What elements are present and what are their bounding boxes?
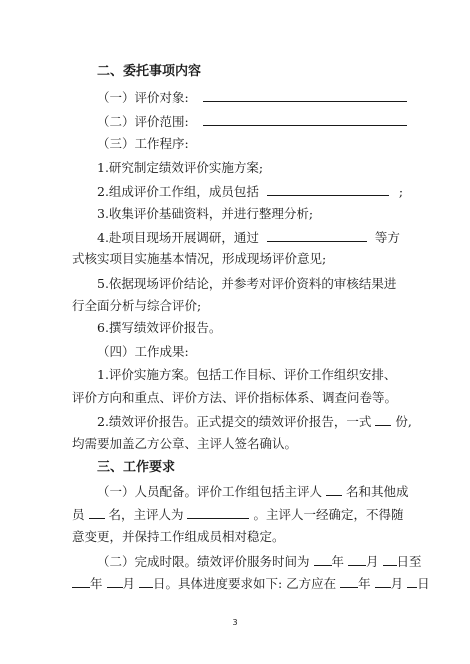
- step-3: [97, 206, 470, 222]
- staffing-line: [97, 483, 470, 500]
- end-day-blank[interactable]: [139, 575, 153, 588]
- step-6: [97, 320, 470, 336]
- section-2-heading: [97, 64, 470, 80]
- step-4-method-blank[interactable]: [267, 229, 367, 242]
- schedule-text: 日。具体进度要求如下: 乙方应在: [153, 576, 337, 591]
- staffing-cont-2: [72, 529, 470, 545]
- eval-scope-line: [97, 113, 470, 130]
- result-2-tail: 份,: [395, 414, 412, 429]
- results-label: （四）工作成果:: [97, 344, 189, 359]
- step-5-cont: [72, 298, 470, 314]
- step-4-text: 4.赴项目现场开展调研，通过: [97, 230, 259, 245]
- step-2-members-blank[interactable]: [267, 183, 389, 196]
- result-2-text: 2.绩效评价报告。正式提交的绩效评价报告，一式: [97, 414, 372, 429]
- lead-label: 名，主评人为: [108, 507, 184, 522]
- step-3-text: 3.收集评价基础资料，并进行整理分析;: [97, 206, 314, 221]
- staffing-rule: 。主评人一经确定，不得随: [253, 507, 404, 522]
- procedure-heading: [97, 136, 470, 152]
- member-count-blank[interactable]: [89, 506, 105, 519]
- eval-scope-blank[interactable]: [203, 113, 407, 126]
- eval-scope-label: （二）评价范围:: [97, 114, 189, 129]
- step-4-tail: 等方: [374, 230, 400, 245]
- b-year-label: 年: [358, 576, 371, 591]
- deadline-line: [97, 553, 470, 570]
- step-1: [97, 160, 470, 176]
- staffing-tail: 名和其他成: [345, 484, 409, 499]
- result-2-cont: [72, 436, 470, 452]
- step-5: [97, 276, 470, 292]
- step-6-text: 6.撰写绩效评价报告。: [97, 320, 222, 335]
- b-month-blank[interactable]: [375, 575, 391, 588]
- deadline-cont: [72, 575, 470, 592]
- to-label: 日至: [396, 554, 422, 569]
- b-month-label: 月: [390, 576, 404, 591]
- result-1: [97, 367, 470, 383]
- b-day-label: 日: [417, 576, 430, 591]
- start-month-blank[interactable]: [348, 553, 366, 566]
- step-5-cont-text: 行全面分析与综合评价;: [72, 298, 202, 313]
- start-year-blank[interactable]: [314, 553, 332, 566]
- result-1-cont-text: 评价方向和重点、评价方法、评价指标体系、调查问卷等。: [72, 390, 398, 405]
- end-month-blank[interactable]: [107, 575, 123, 588]
- staffing-member-label: 员: [72, 507, 85, 522]
- month-label: 月: [366, 554, 379, 569]
- end-year-label: 年: [90, 576, 103, 591]
- section-3-title: 三、工作要求: [97, 460, 176, 475]
- results-heading: [97, 344, 470, 360]
- staffing-cont: [72, 506, 470, 523]
- result-2: [97, 413, 470, 430]
- procedure-label: （三）工作程序:: [97, 136, 189, 151]
- staffing-text: （一）人员配备。评价工作组包括主评人: [97, 484, 323, 499]
- step-4-cont-text: 式核实项目实施基本情况，形成现场评价意见;: [72, 251, 327, 266]
- section-2-title: 二、委托事项内容: [97, 64, 202, 79]
- deadline-text: （二）完成时限。绩效评价服务时间为: [97, 554, 310, 569]
- step-4-cont: [72, 251, 470, 267]
- step-2-end: ;: [398, 184, 404, 199]
- eval-object-blank[interactable]: [203, 89, 407, 102]
- result-1-text: 1.评价实施方案。包括工作目标、评价工作组织安排、: [97, 367, 397, 382]
- page-number: 3: [232, 618, 238, 627]
- step-1-text: 1.研究制定绩效评价实施方案;: [97, 160, 264, 175]
- lead-count-blank[interactable]: [326, 483, 342, 496]
- lead-name-blank[interactable]: [187, 506, 249, 519]
- end-year-blank[interactable]: [72, 575, 90, 588]
- section-3-heading: [97, 460, 470, 476]
- step-4: [97, 229, 470, 246]
- start-day-blank[interactable]: [383, 553, 397, 566]
- b-year-blank[interactable]: [340, 575, 358, 588]
- eval-object-label: （一）评价对象:: [97, 90, 189, 105]
- step-2: [97, 183, 470, 200]
- step-2-text: 2.组成评价工作组，成员包括: [97, 184, 259, 199]
- result-2-cont-text: 均需要加盖乙方公章、主评人签名确认。: [72, 436, 298, 451]
- staffing-rule-cont: 意变更，并保持工作组成员相对稳定。: [72, 529, 285, 544]
- b-day-blank[interactable]: [407, 575, 417, 588]
- end-month-label: 月: [122, 576, 136, 591]
- copies-blank[interactable]: [375, 413, 391, 426]
- result-1-cont: [72, 390, 470, 406]
- eval-object-line: [97, 89, 470, 106]
- step-5-text: 5.依据现场评价结论，并参考对评价资料的审核结果进: [97, 276, 397, 291]
- year-label: 年: [331, 554, 345, 569]
